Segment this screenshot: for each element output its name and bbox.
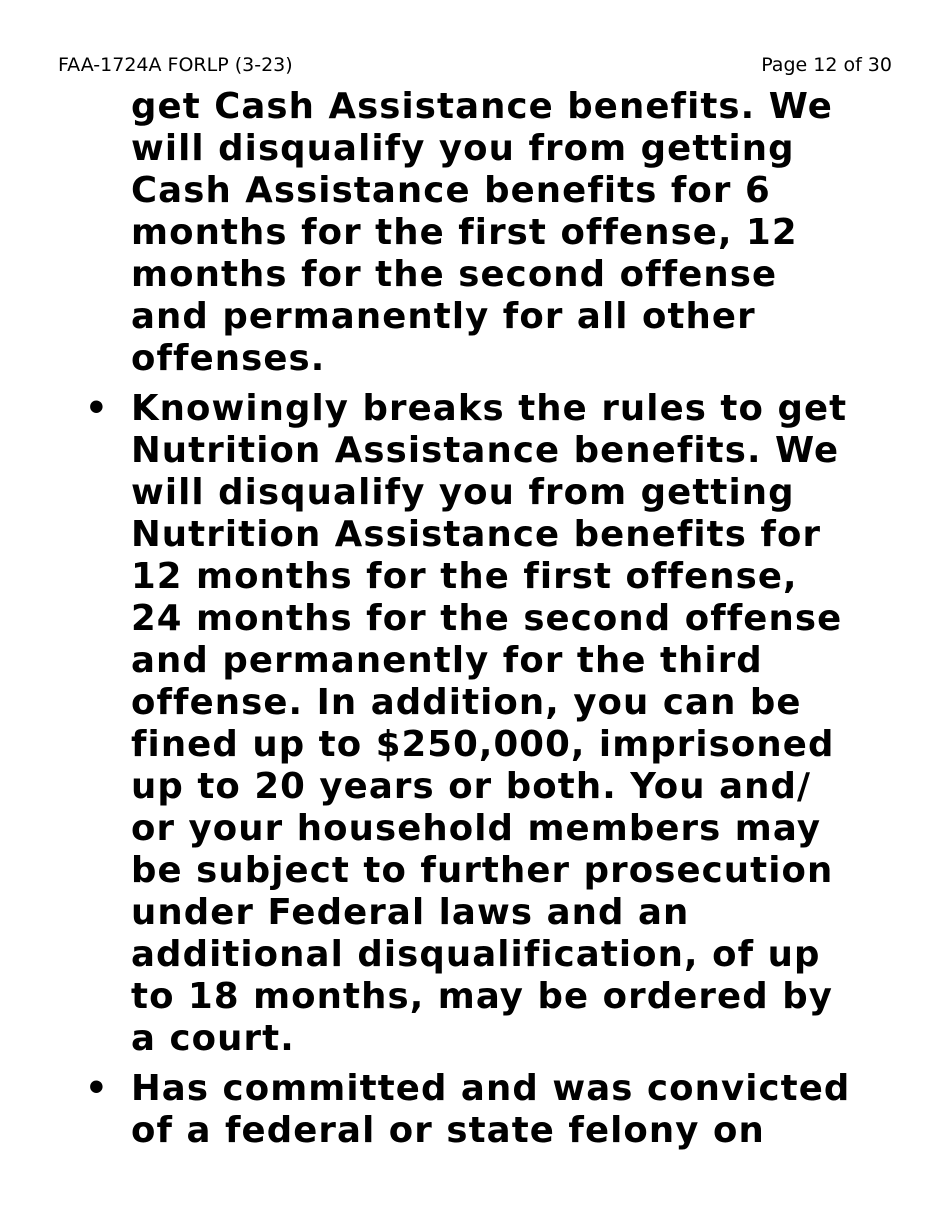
text-line: be subject to further prosecution bbox=[131, 850, 834, 891]
text-line: and permanently for all other bbox=[131, 296, 756, 337]
text-line: of a federal or state felony on bbox=[131, 1110, 765, 1151]
text-line: up to 20 years or both. You and/ bbox=[131, 766, 812, 807]
bullet-list bbox=[0, 388, 950, 1152]
text-line: Has committed and was convicted bbox=[131, 1068, 851, 1109]
text-line: to 18 months, may be ordered by bbox=[131, 976, 833, 1017]
bullet-icon: • bbox=[85, 388, 109, 429]
continued-paragraph bbox=[131, 86, 950, 380]
text-line: Knowingly breaks the rules to get bbox=[131, 388, 848, 429]
text-line: months for the second offense bbox=[131, 254, 778, 295]
document-body bbox=[0, 86, 950, 1152]
bullet-icon: • bbox=[85, 1068, 109, 1109]
text-line: 24 months for the second offense bbox=[131, 598, 843, 639]
text-line: offenses. bbox=[131, 338, 326, 379]
text-line: Nutrition Assistance benefits for bbox=[131, 514, 822, 555]
text-line: or your household members may bbox=[131, 808, 822, 849]
text-line: get Cash Assistance benefits. We bbox=[131, 86, 833, 127]
text-line: a court. bbox=[131, 1018, 295, 1059]
text-line: and permanently for the third bbox=[131, 640, 763, 681]
text-line: 12 months for the first offense, bbox=[131, 556, 798, 597]
list-item bbox=[85, 388, 950, 1060]
page-header bbox=[58, 52, 892, 78]
text-line: offense. In addition, you can be bbox=[131, 682, 802, 723]
list-item bbox=[85, 1068, 950, 1152]
text-line: months for the first offense, 12 bbox=[131, 212, 798, 253]
text-line: Cash Assistance benefits for 6 bbox=[131, 170, 771, 211]
text-line: will disqualify you from getting bbox=[131, 472, 795, 513]
text-line: under Federal laws and an bbox=[131, 892, 690, 933]
text-line: additional disqualification, of up bbox=[131, 934, 821, 975]
text-line: Nutrition Assistance benefits. We bbox=[131, 430, 840, 471]
text-line: fined up to $250,000, imprisoned bbox=[131, 724, 835, 765]
form-id: FAA-1724A FORLP (3-23) bbox=[58, 54, 293, 76]
page-number: Page 12 of 30 bbox=[761, 54, 892, 76]
text-line: will disqualify you from getting bbox=[131, 128, 795, 169]
